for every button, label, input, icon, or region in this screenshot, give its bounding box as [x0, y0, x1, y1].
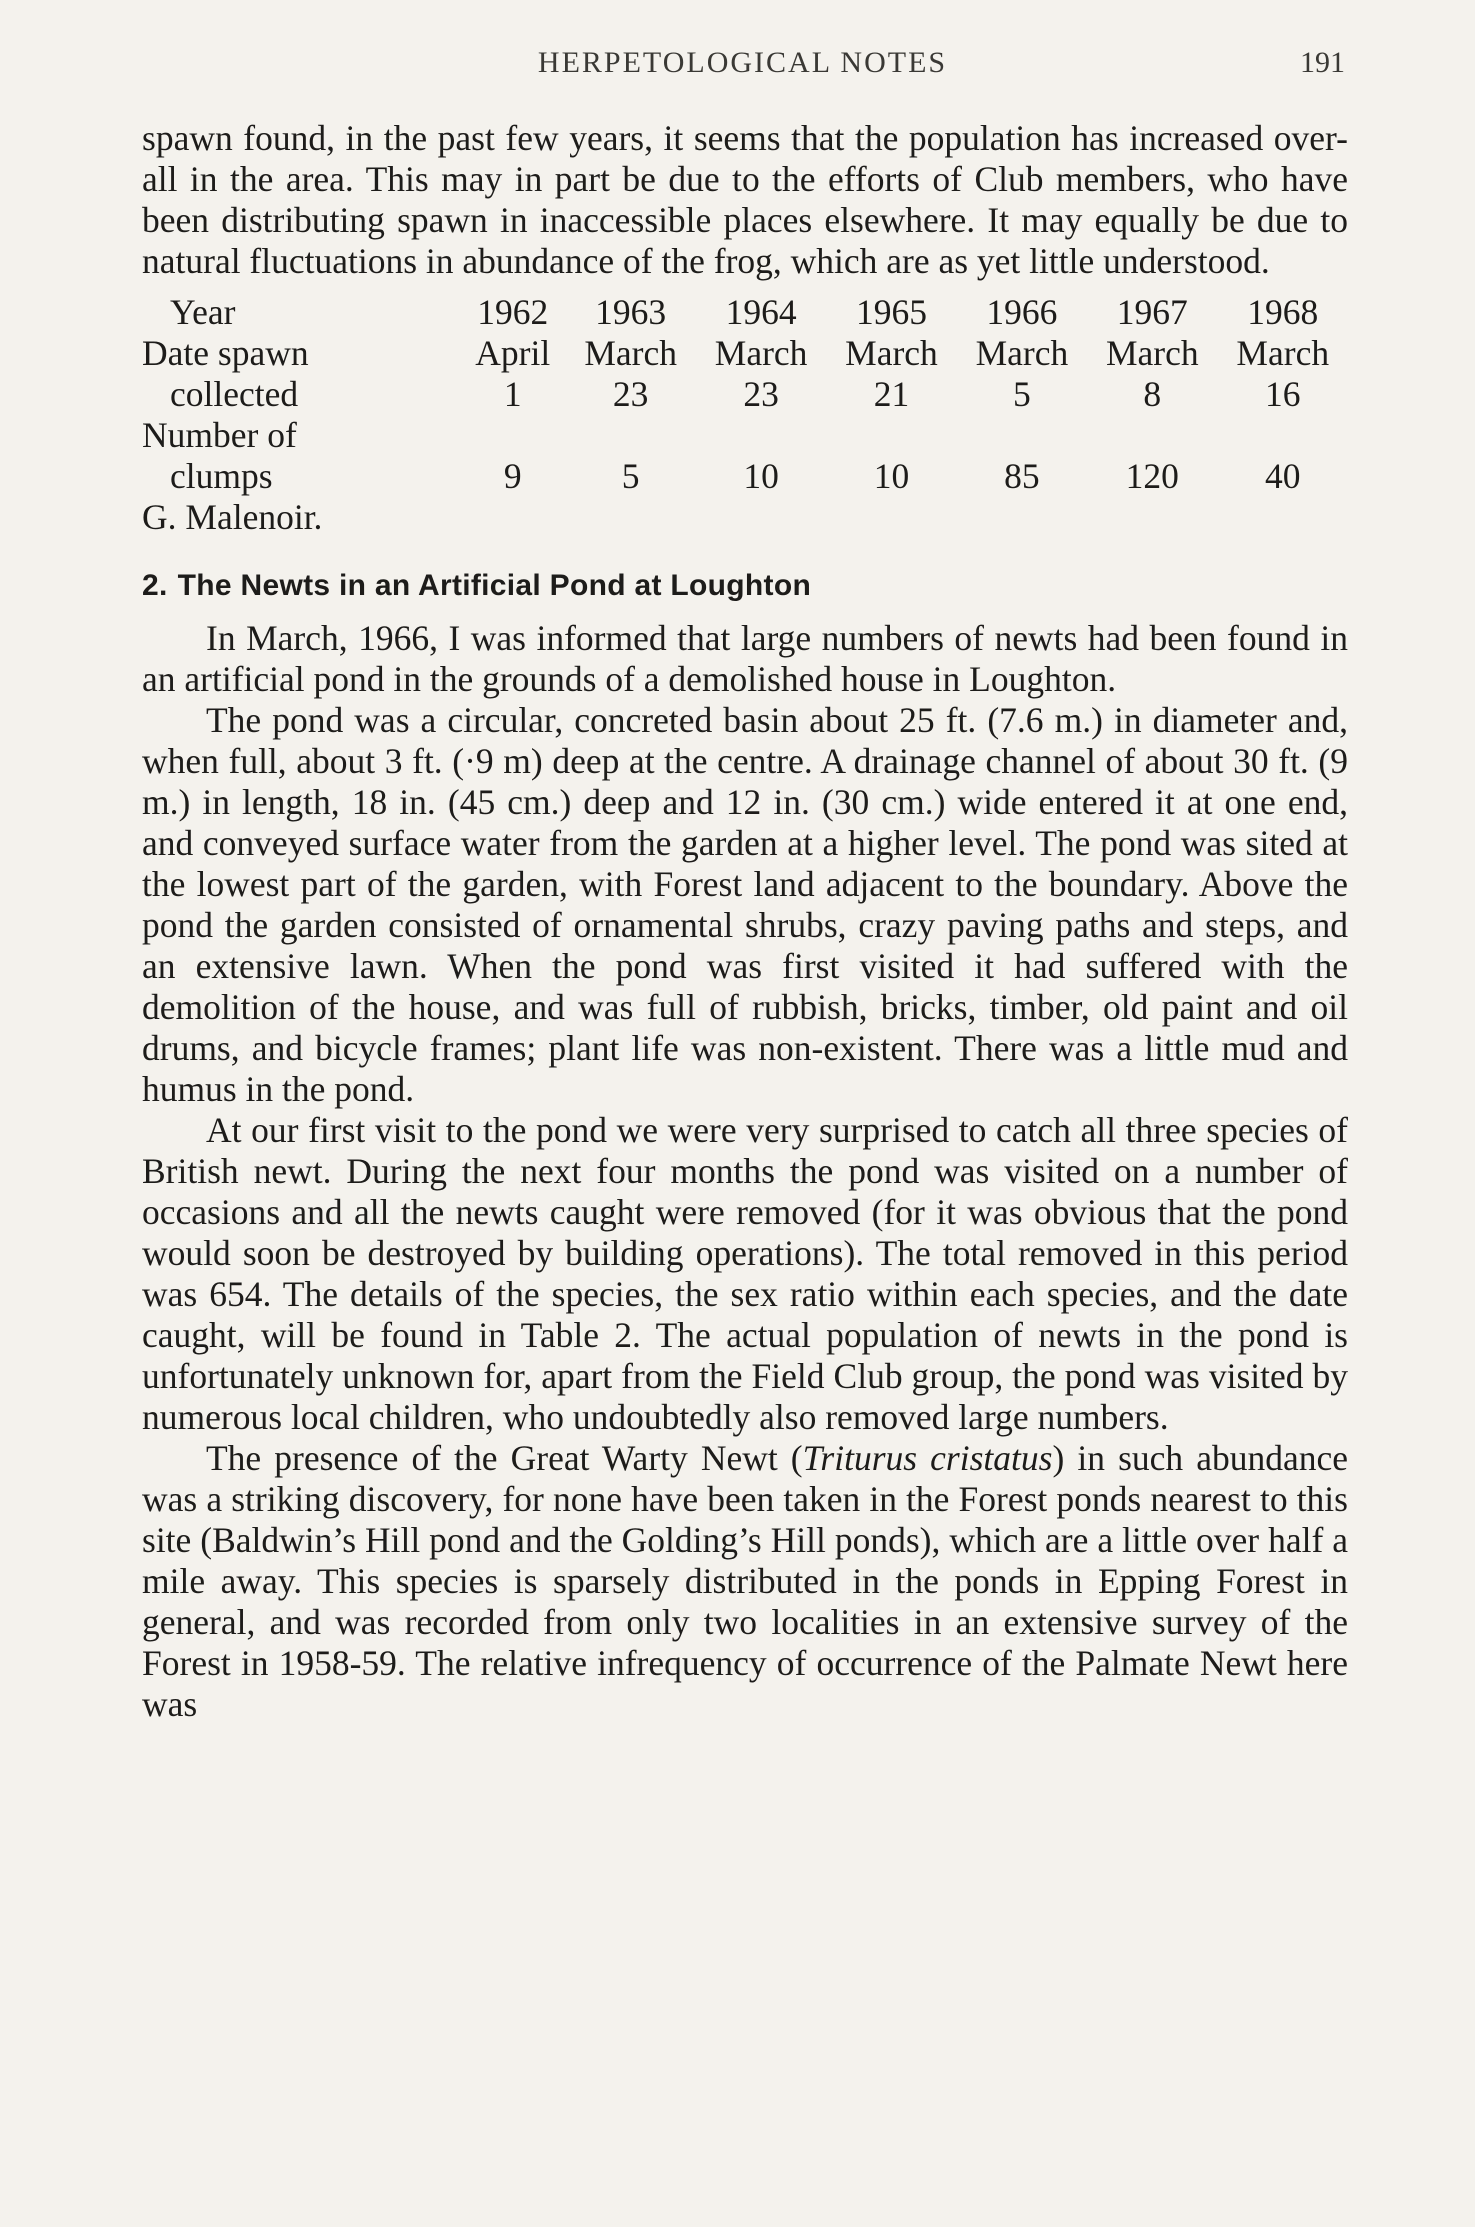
table-cell-clumps: 9 [503, 456, 522, 496]
table-cell-day: 1 [503, 374, 522, 414]
table-row-number-label [142, 415, 1348, 456]
table-cell-day: 5 [1013, 374, 1031, 414]
author-signature: G. Malenoir. [142, 497, 323, 537]
table-row-day [142, 374, 1348, 415]
paragraph [142, 1438, 1348, 1725]
table-cell-month: March [584, 333, 677, 373]
row-label-collected: collected [170, 374, 299, 414]
table-cell-month: March [1236, 333, 1330, 373]
body-text [142, 118, 1348, 1725]
table-cell-day: 23 [743, 374, 779, 414]
table-row-month [142, 333, 1348, 374]
row-label-number-of: Number of [142, 415, 297, 455]
table-row-clumps [142, 456, 1348, 497]
paragraph-text: The presence of the Great Warty Newt ( [206, 1438, 803, 1478]
spawn-table [142, 292, 1348, 497]
table-cell-year: 1963 [595, 292, 667, 332]
table-cell-year: 1965 [855, 292, 927, 332]
table-cell-clumps: 10 [743, 456, 779, 496]
table-cell-year: 1964 [725, 292, 797, 332]
table-cell-month: March [975, 333, 1069, 373]
row-label-year: Year [170, 292, 236, 332]
table-cell-clumps: 120 [1125, 456, 1179, 496]
section-heading [142, 568, 1348, 604]
intro-paragraph: spawn found, in the past few years, it seems that the population has increased over-all in the area. This may in part be due to the efforts of Club members, who have been distributing spawn in inaccessible places elsewhere. It may equally be due to natural fluctuations in abundance of the frog, which are as yet little understood. [142, 118, 1348, 281]
running-head-title: HERPETOLOGICAL NOTES [537, 46, 948, 79]
row-label-date-spawn: Date spawn [142, 333, 309, 373]
paragraph: The pond was a circular, concreted basin about 25 ft. (7.6 m.) in diameter and, when full, about 3 ft. (·9 m) deep at the centre. A drainage channel of about 30 ft. (9 m.) in length, 18 in. (45 cm.) deep and 12 in. (30 cm.) wide entered it at one end, and conveyed surface water from the garden at a higher level. The pond was sited at the lowest part of the garden, with Forest land adjacent to the boundary. Above the pond the garden consisted of ornamental shrubs, crazy paving paths and steps, and an extensive lawn. When the pond was first visited it had suffered with the demolition of the house, and was full of rubbish, bricks, timber, old paint and oil drums, and bicycle frames; plant life was non-existent. There was a little mud and humus in the pond. [142, 700, 1348, 1109]
species-name: Triturus cristatus [802, 1438, 1053, 1478]
table-cell-clumps: 5 [621, 456, 640, 496]
table-cell-clumps: 85 [1004, 456, 1040, 496]
table-cell-month: April [475, 333, 551, 373]
page-number: 191 [1300, 46, 1345, 79]
running-head [140, 46, 1345, 86]
table-cell-clumps: 40 [1265, 456, 1301, 496]
table-cell-day: 21 [873, 374, 910, 414]
table-cell-month: March [714, 333, 808, 373]
table-cell-year: 1968 [1247, 292, 1319, 332]
table-cell-year: 1966 [986, 292, 1058, 332]
table-cell-day: 23 [612, 374, 649, 414]
section-number: 2. [142, 569, 168, 602]
table-cell-day: 16 [1265, 374, 1301, 414]
section-title: The Newts in an Artificial Pond at Loughton [177, 569, 812, 602]
table-cell-month: March [1105, 333, 1199, 373]
paragraph: At our first visit to the pond we were very surprised to catch all three species of British newt. During the next four months the pond was visited on a number of occasions and all the newts caught were removed (for it was obvious that the pond would soon be destroyed by building operations). The total removed in this period was 654. The details of the species, the sex ratio within each species, and the date caught, will be found in Table 2. The actual population of newts in the pond is unfortunately unknown for, apart from the Field Club group, the pond was visited by numerous local children, who undoubtedly also removed large numbers. [142, 1110, 1348, 1437]
paragraph: In March, 1966, I was informed that large numbers of newts had been found in an artificial pond in the grounds of a demolished house in Loughton. [142, 618, 1348, 699]
table-row-year [142, 292, 1348, 333]
table-cell-year: 1962 [477, 292, 549, 332]
table-cell-day: 8 [1143, 374, 1162, 414]
table-cell-clumps: 10 [873, 456, 910, 496]
table-cell-year: 1967 [1116, 292, 1188, 332]
paragraph-text: ) in such abundance was a striking discovery, for none have been taken in the Forest ponds nearest to this site (Baldwin’s Hill pond and the Golding’s Hill ponds), which are a little over half a mile away. This species is sparsely distributed in the ponds in Epping Forest in general, and was recorded from only two localities in an extensive survey of the Forest in 1958-59. The relative infrequency of occurrence of the Palmate Newt here was [142, 1438, 1349, 1724]
table-cell-month: March [845, 333, 938, 373]
row-label-clumps: clumps [170, 456, 273, 496]
